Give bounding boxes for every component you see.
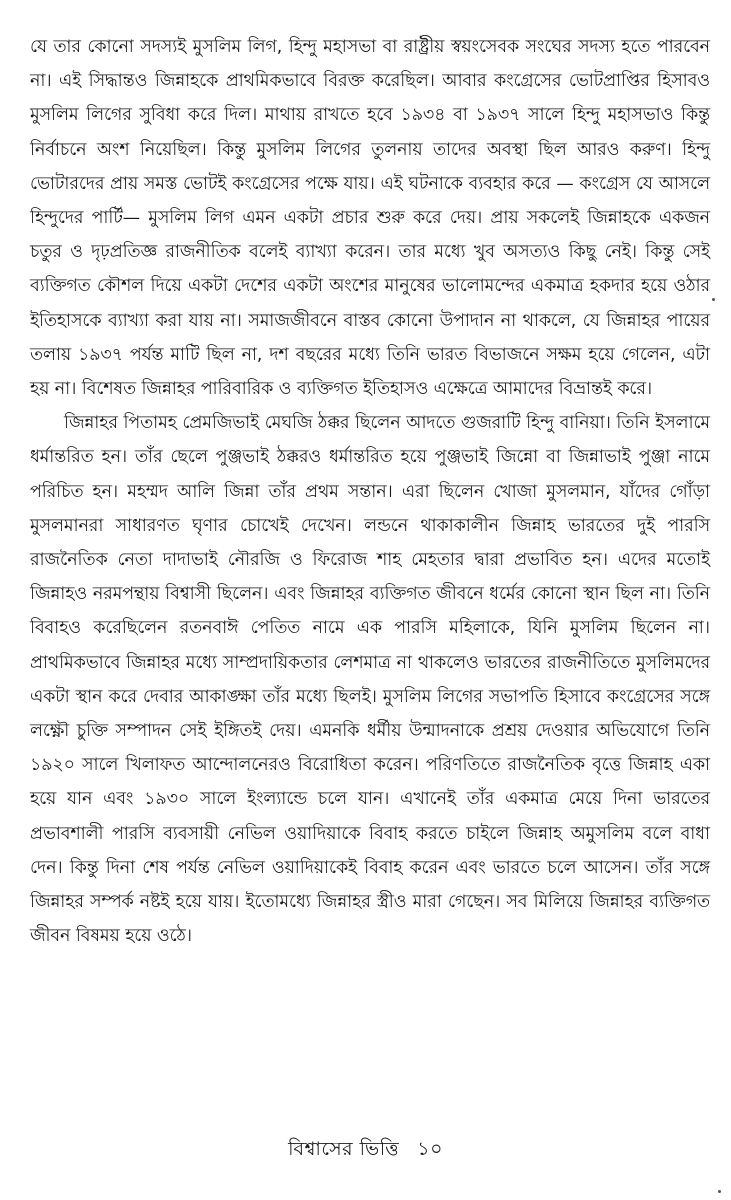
paragraph-2: জিন্নাহর পিতামহ প্রেমজিভাই মেঘজি ঠক্কর ছিলেন আদতে গুজরাটি হিন্দু বানিয়া। তিনি ইসলামে ধর্মান্তরিত হন। তাঁর ছেলে পুঞ্জভাই ঠক্করও ধর্মান্তরিত হয়ে পুঞ্জভাই জিন্নো বা জিন্নাভাই পুঞ্জা নামে পরিচিত হন। মহম্মদ আলি জিন্না তাঁর প্রথম সন্তান। এরা ছিলেন খোজা মুসলমান, যাঁদের গোঁড়া মুসলমানরা সাধারণত ঘৃণার চোখেই দেখেন। লন্ডনে থাকাকালীন জিন্নাহ ভারতের দুই পারসি রাজনৈতিক নেতা দাদাভাই নৌরজি ও ফিরোজ শাহ মেহতার দ্বারা প্রভাবিত হন। এদের মতোই জিন্নাহও নরমপন্থায় বিশ্বাসী ছিলেন। এবং জিন্নাহর ব্যক্তিগত জীবনে ধর্মের কোনো স্থান ছিল না। তিনি বিবাহও করেছিলেন রতনবাঈ পেতিত নামে এক পারসি মহিলাকে, যিনি মুসলিম ছিলেন না। প্রাথমিকভাবে জিন্নাহর মধ্যে সাম্প্রদায়িকতার লেশমাত্র না থাকলেও ভারতের রাজনীতিতে মুসলিমদের একটা স্থান করে দেবার আকাঙ্ক্ষা তাঁর মধ্যে ছিলই। মুসলিম লিগের সভাপতি হিসাবে কংগ্রেসের সঙ্গে লক্ষ্ণৌ চুক্তি সম্পাদন সেই ইঙ্গিতই দেয়। এমনকি ধর্মীয় উন্মাদনাকে প্রশ্রয় দেওয়ার অভিযোগে তিনি ১৯২০ সালে খিলাফত আন্দোলনেরও বিরোধিতা করেন। পরিণতিতে রাজনৈতিক বৃত্তে জিন্নাহ একা হয়ে যান এবং ১৯৩০ সালে ইংল্যান্ডে চলে যান। এখানেই তাঁর একমাত্র মেয়ে দিনা ভারতের প্রভাবশালী পারসি ব্যবসায়ী নেভিল ওয়াদিয়াকে বিবাহ করতে চাইলে জিন্নাহ অমুসলিম বলে বাধা দেন। কিন্তু দিনা শেষ পর্যন্ত নেভিল ওয়াদিয়াকেই বিবাহ করেন এবং ভারতে চলে আসেন। তাঁর সঙ্গে জিন্নাহর সম্পর্ক নষ্টই হয়ে যায়। ইতোমধ্যে জিন্নাহর স্ত্রীও মারা গেছেন। সব মিলিয়ে জিন্নাহর ব্যক্তিগত জীবন বিষময় হয়ে ওঠে। bbox=[30, 413, 710, 947]
margin-speck bbox=[712, 298, 715, 301]
paragraph-1: যে তার কোনো সদস্যই মুসলিম লিগ, হিন্দু মহাসভা বা রাষ্ট্রীয় স্বয়ংসেবক সংঘের সদস্য হতে পারবেন না। এই সিদ্ধান্তও জিন্নাহকে প্রাথমিকভাবে বিরক্ত করেছিল। আবার কংগ্রেসের ভোটপ্রাপ্তির হিসাবও মুসলিম লিগের সুবিধা করে দিল। মাথায় রাখতে হবে ১৯৩৪ বা ১৯৩৭ সালে হিন্দু মহাসভাও কিন্তু নির্বাচনে অংশ নিয়েছিল। কিন্তু মুসলিম লিগের তুলনায় তাদের অবস্থা ছিল আরও করুণ। হিন্দু ভোটারদের প্রায় সমস্ত ভোটই কংগ্রেসের পক্ষে যায়। এই ঘটনাকে ব্যবহার করে — কংগ্রেস যে আসলে হিন্দুদের পার্টি— মুসলিম লিগ এমন একটা প্রচার শুরু করে দেয়। প্রায় সকলেই জিন্নাহকে একজন চতুর ও দৃঢ়প্রতিজ্ঞ রাজনীতিক বলেই ব্যাখ্যা করেন। তার মধ্যে খুব অসত্যও কিছু নেই। কিন্তু সেই ব্যক্তিগত কৌশল দিয়ে একটা দেশের একটা অংশের মানুষের ভালোমন্দের একমাত্র হকদার হয়ে ওঠার ইতিহাসকে ব্যাখ্যা করা যায় না। সমাজজীবনে বাস্তব কোনো উপাদান না থাকলে, যে জিন্নাহর পায়ের তলায় ১৯৩৭ পর্যন্ত মাটি ছিল না, দশ বছরের মধ্যে তিনি ভারত বিভাজনে সক্ষম হয়ে গেলেন, এটা হয় না। বিশেষত জিন্নাহর পারিবারিক ও ব্যক্তিগত ইতিহাসও এক্ষেত্রে আমাদের বিভ্রান্তই করে। bbox=[30, 37, 710, 400]
page-number: ১০ bbox=[417, 1138, 443, 1160]
page-footer bbox=[0, 1135, 731, 1167]
margin-speck bbox=[718, 1190, 721, 1193]
running-title: বিশ্বাসের ভিত্তি bbox=[288, 1138, 400, 1160]
body-text bbox=[30, 30, 710, 953]
